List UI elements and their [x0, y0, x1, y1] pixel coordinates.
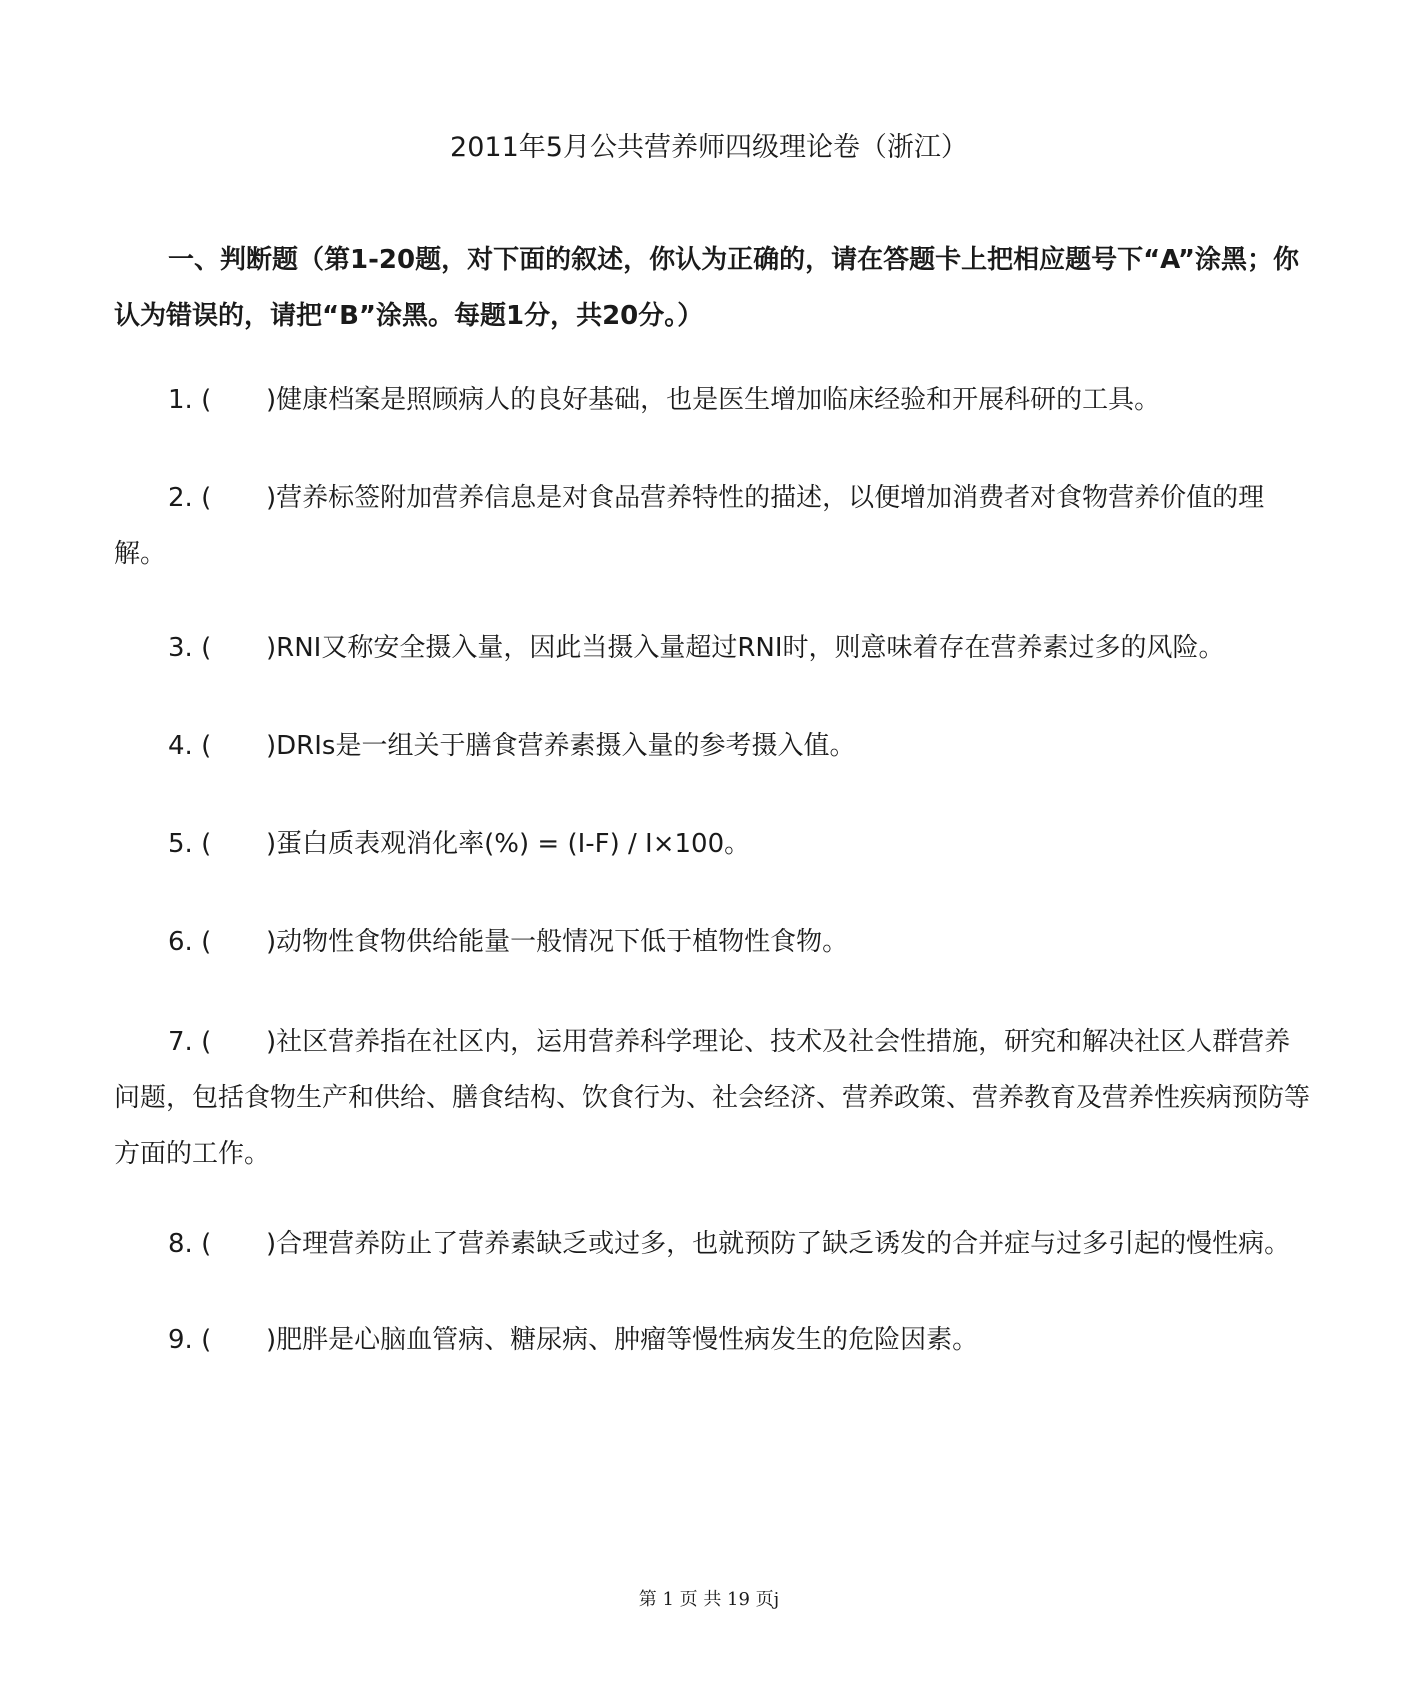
- document-title: 2011年5月公共营养师四级理论卷（浙江）: [450, 132, 968, 163]
- answer-paren: ): [266, 483, 277, 513]
- question-item: [114, 1312, 1314, 1368]
- answer-paren: ): [266, 829, 277, 859]
- question-item: [114, 620, 1314, 676]
- section-heading: 一、判断题（第1-20题，对下面的叙述，你认为正确的，请在答题卡上把相应题号下“A”涂黑；你认为错误的，请把“B”涂黑。每题1分，共20分。）: [114, 245, 1299, 331]
- question-text: 社区营养指在社区内，运用营养科学理论、技术及社会性措施，研究和解决社区人群营养问题，包括食物生产和供给、膳食结构、饮食行为、社会经济、营养政策、营养教育及营养性疾病预防等方面的工作。: [114, 1027, 1311, 1169]
- question-number: 7. (: [168, 1027, 212, 1057]
- question-number: 6. (: [168, 927, 212, 957]
- answer-paren: ): [266, 633, 277, 663]
- question-number: 2. (: [168, 483, 212, 513]
- answer-paren: ): [266, 731, 277, 761]
- answer-paren: ): [266, 927, 277, 957]
- question-text: DRIs是一组关于膳食营养素摄入量的参考摄入值。: [276, 731, 856, 761]
- question-text: 健康档案是照顾病人的良好基础，也是医生增加临床经验和开展科研的工具。: [276, 385, 1161, 415]
- question-item: [114, 1216, 1314, 1272]
- answer-paren: ): [266, 1229, 277, 1259]
- question-text: RNI又称安全摄入量，因此当摄入量超过RNI时，则意味着存在营养素过多的风险。: [276, 633, 1225, 663]
- question-number: 5. (: [168, 829, 212, 859]
- answer-paren: ): [266, 385, 277, 415]
- question-item: [114, 816, 1314, 872]
- question-number: 8. (: [168, 1229, 212, 1259]
- question-item: [114, 470, 1314, 582]
- question-number: 3. (: [168, 633, 212, 663]
- question-item: [114, 1014, 1314, 1182]
- question-item: [114, 718, 1314, 774]
- question-text: 合理营养防止了营养素缺乏或过多，也就预防了缺乏诱发的合并症与过多引起的慢性病。: [276, 1229, 1291, 1259]
- question-item: [114, 914, 1314, 970]
- question-text: 营养标签附加营养信息是对食品营养特性的描述，以便增加消费者对食物营养价值的理解。: [114, 483, 1265, 569]
- question-number: 4. (: [168, 731, 212, 761]
- answer-paren: ): [266, 1325, 277, 1355]
- question-number: 9. (: [168, 1325, 212, 1355]
- question-text: 动物性食物供给能量一般情况下低于植物性食物。: [276, 927, 849, 957]
- question-item: [114, 372, 1314, 428]
- page-footer: 第 1 页 共 19 页j: [638, 1589, 780, 1610]
- question-number: 1. (: [168, 385, 212, 415]
- question-text: 肥胖是心脑血管病、糖尿病、肿瘤等慢性病发生的危险因素。: [276, 1325, 979, 1355]
- answer-paren: ): [266, 1027, 277, 1057]
- question-text: 蛋白质表观消化率(%) = (I-F) / I×100。: [276, 829, 751, 859]
